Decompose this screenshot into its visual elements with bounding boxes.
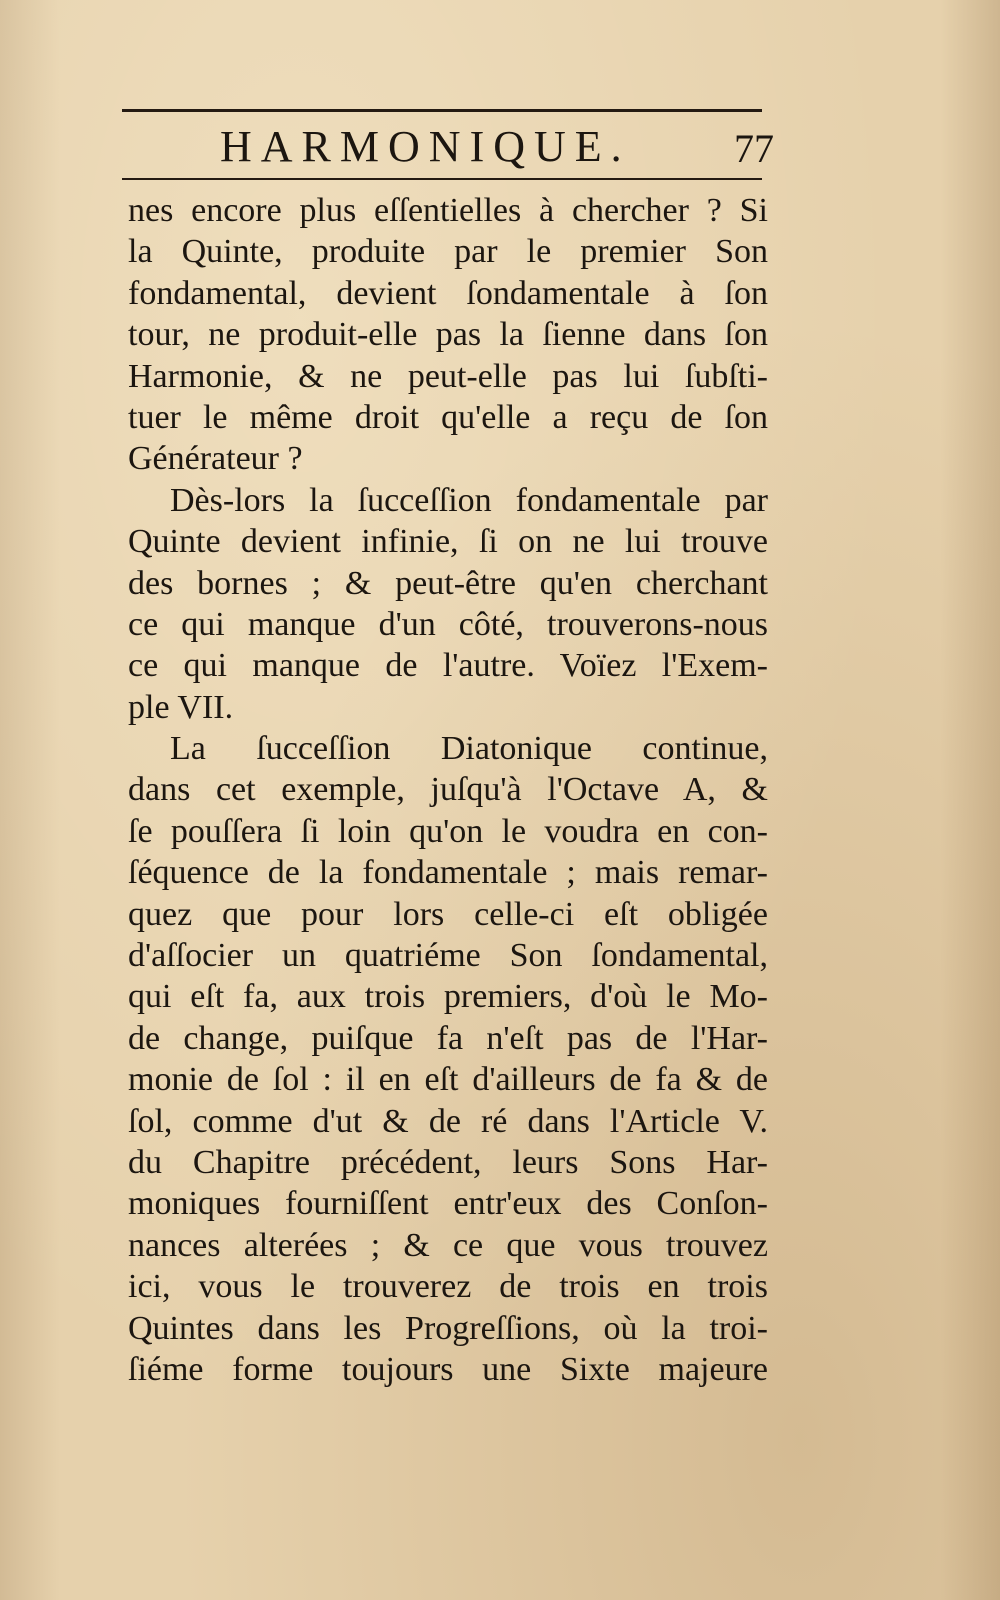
paragraph-3	[128, 728, 768, 1390]
body-text	[128, 190, 768, 1390]
text-line: Quintes dans les Progreſſions, où la troi-	[128, 1309, 768, 1347]
text-line: nes encore plus eſſentielles à chercher ? Si	[128, 192, 768, 229]
text-line: la Quinte, produite par le premier Son	[128, 233, 768, 271]
running-head: HARMONIQUE.	[220, 122, 631, 171]
text-line: quez que pour lors celle-ci eſt obligée	[128, 895, 768, 933]
text-line: Générateur ?	[128, 440, 303, 478]
text-line: tour, ne produit-elle pas la ſienne dans ſon	[128, 316, 768, 354]
text-line: Harmonie, & ne peut-elle pas lui ſubſti-	[128, 357, 768, 395]
top-rule	[122, 109, 762, 112]
text-line: ce qui manque de l'autre. Voïez l'Exem-	[128, 647, 768, 685]
text-line: La ſucceſſion Diatonique continue,	[170, 730, 768, 768]
text-line: ſiéme forme toujours une Sixte majeure	[128, 1350, 768, 1388]
text-line: ſol, comme d'ut & de ré dans l'Article V.	[128, 1102, 768, 1140]
text-line: Quinte devient infinie, ſi on ne lui trouve	[128, 523, 768, 561]
text-line: monie de ſol : il en eſt d'ailleurs de fa & de	[128, 1061, 768, 1099]
text-line: ſe pouſſera ſi loin qu'on le voudra en con-	[128, 812, 768, 850]
text-line: ce qui manque d'un côté, trouverons-nous	[128, 605, 768, 643]
text-line: tuer le même droit qu'elle a reçu de ſon	[128, 398, 768, 436]
text-line: dans cet exemple, juſqu'à l'Octave A, &	[128, 771, 768, 809]
text-line: ſéquence de la fondamentale ; mais remar-	[128, 854, 768, 892]
page-number: 77	[734, 126, 774, 171]
paragraph-1	[128, 190, 768, 480]
text-line: du Chapitre précédent, leurs Sons Har-	[128, 1143, 768, 1181]
text-line: des bornes ; & peut-être qu'en cherchant	[128, 564, 768, 602]
text-line: de change, puiſque fa n'eſt pas de l'Har-	[128, 1019, 768, 1057]
header-rule	[122, 178, 762, 180]
text-line: moniques fourniſſent entr'eux des Conſon-	[128, 1185, 768, 1223]
text-line: nances alterées ; & ce que vous trouvez	[128, 1226, 768, 1264]
text-line: ici, vous le trouverez de trois en trois	[128, 1268, 768, 1306]
text-line: Dès-lors la ſucceſſion fondamentale par	[170, 481, 768, 519]
text-line: fondamental, devient ſondamentale à ſon	[128, 274, 768, 312]
text-line: d'aſſocier un quatriéme Son ſondamental,	[128, 937, 768, 975]
paragraph-2	[128, 480, 768, 728]
page-header	[122, 120, 782, 174]
text-line: ple VII.	[128, 688, 234, 726]
text-line: qui eſt fa, aux trois premiers, d'où le Mo-	[128, 978, 768, 1016]
